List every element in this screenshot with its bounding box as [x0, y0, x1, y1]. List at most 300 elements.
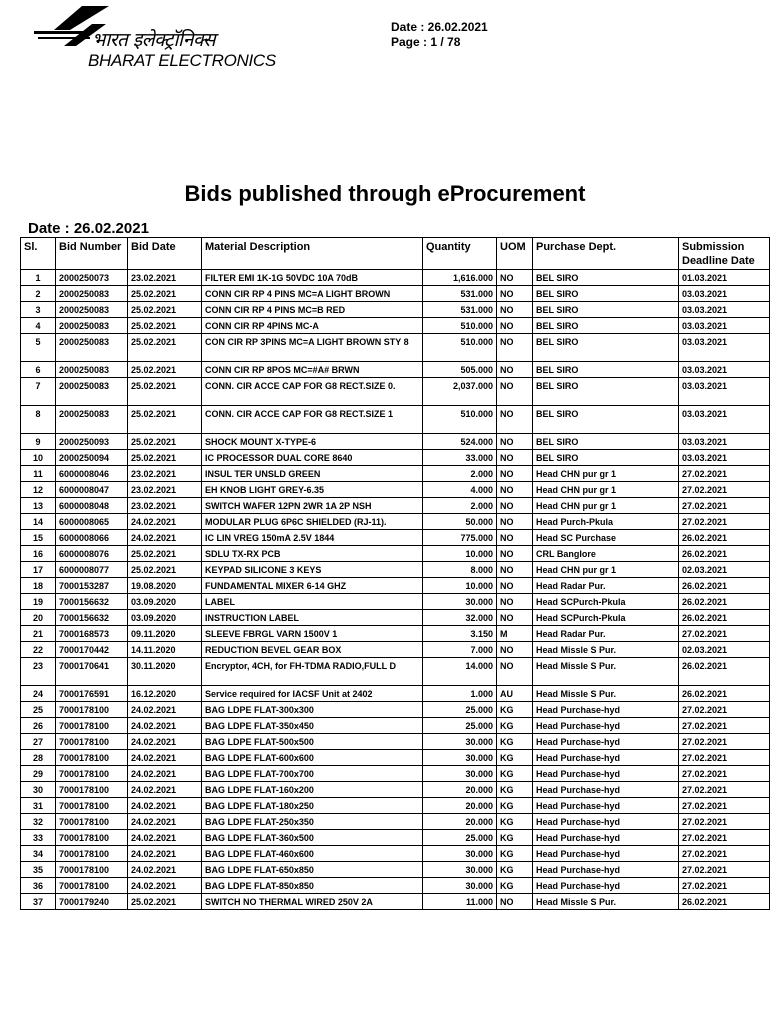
cell-material: IC PROCESSOR DUAL CORE 8640	[202, 450, 423, 466]
cell-sl: 5	[21, 334, 56, 362]
cell-bid-date: 24.02.2021	[128, 846, 202, 862]
cell-bid-number: 7000178100	[56, 814, 128, 830]
cell-deadline: 27.02.2021	[679, 482, 770, 498]
cell-bid-date: 25.02.2021	[128, 334, 202, 362]
cell-quantity: 20.000	[423, 814, 497, 830]
logo-hindi-text: भारत इलेक्ट्रॉनिक्स	[92, 29, 216, 51]
table-row	[21, 718, 770, 734]
cell-bid-date: 24.02.2021	[128, 814, 202, 830]
col-header-deadline: Submission Deadline Date	[679, 238, 770, 270]
col-header-uom: UOM	[497, 238, 533, 270]
cell-bid-number: 2000250083	[56, 334, 128, 362]
cell-dept: Head CHN pur gr 1	[533, 466, 679, 482]
cell-uom: NO	[497, 450, 533, 466]
cell-uom: KG	[497, 718, 533, 734]
cell-uom: NO	[497, 562, 533, 578]
cell-uom: KG	[497, 878, 533, 894]
cell-dept: Head Purchase-hyd	[533, 782, 679, 798]
col-header-sl: Sl.	[21, 238, 56, 270]
cell-uom: NO	[497, 466, 533, 482]
cell-dept: Head Missle S Pur.	[533, 686, 679, 702]
table-row	[21, 530, 770, 546]
cell-quantity: 30.000	[423, 750, 497, 766]
cell-material: MODULAR PLUG 6P6C SHIELDED (RJ-11).	[202, 514, 423, 530]
cell-quantity: 510.000	[423, 318, 497, 334]
cell-bid-date: 24.02.2021	[128, 782, 202, 798]
cell-bid-number: 7000178100	[56, 702, 128, 718]
cell-quantity: 510.000	[423, 334, 497, 362]
cell-dept: Head SCPurch-Pkula	[533, 594, 679, 610]
table-row	[21, 318, 770, 334]
cell-deadline: 03.03.2021	[679, 286, 770, 302]
cell-uom: NO	[497, 546, 533, 562]
cell-bid-date: 24.02.2021	[128, 862, 202, 878]
cell-uom: NO	[497, 318, 533, 334]
cell-quantity: 30.000	[423, 878, 497, 894]
cell-dept: BEL SIRO	[533, 302, 679, 318]
table-row	[21, 610, 770, 626]
cell-sl: 14	[21, 514, 56, 530]
cell-sl: 2	[21, 286, 56, 302]
cell-quantity: 33.000	[423, 450, 497, 466]
cell-material: SHOCK MOUNT X-TYPE-6	[202, 434, 423, 450]
cell-material: IC LIN VREG 150mA 2.5V 1844	[202, 530, 423, 546]
cell-bid-number: 7000178100	[56, 718, 128, 734]
cell-bid-date: 24.02.2021	[128, 766, 202, 782]
cell-bid-date: 24.02.2021	[128, 878, 202, 894]
table-row	[21, 498, 770, 514]
cell-material: CONN CIR RP 4 PINS MC=A LIGHT BROWN	[202, 286, 423, 302]
cell-uom: NO	[497, 642, 533, 658]
cell-quantity: 4.000	[423, 482, 497, 498]
cell-sl: 24	[21, 686, 56, 702]
cell-bid-number: 7000178100	[56, 830, 128, 846]
cell-sl: 25	[21, 702, 56, 718]
cell-sl: 22	[21, 642, 56, 658]
cell-dept: BEL SIRO	[533, 406, 679, 434]
cell-bid-date: 24.02.2021	[128, 830, 202, 846]
cell-quantity: 20.000	[423, 782, 497, 798]
cell-uom: NO	[497, 498, 533, 514]
cell-bid-number: 6000008046	[56, 466, 128, 482]
cell-uom: KG	[497, 734, 533, 750]
cell-material: CON CIR RP 3PINS MC=A LIGHT BROWN STY 8	[202, 334, 423, 362]
cell-bid-number: 7000156632	[56, 610, 128, 626]
cell-dept: Head SC Purchase	[533, 530, 679, 546]
cell-material: BAG LDPE FLAT-180x250	[202, 798, 423, 814]
cell-deadline: 27.02.2021	[679, 798, 770, 814]
cell-uom: NO	[497, 406, 533, 434]
cell-dept: Head Purchase-hyd	[533, 734, 679, 750]
col-header-bid-number: Bid Number	[56, 238, 128, 270]
cell-deadline: 27.02.2021	[679, 514, 770, 530]
cell-deadline: 27.02.2021	[679, 846, 770, 862]
cell-bid-date: 24.02.2021	[128, 750, 202, 766]
col-header-bid-date: Bid Date	[128, 238, 202, 270]
cell-material: BAG LDPE FLAT-700x700	[202, 766, 423, 782]
cell-bid-date: 25.02.2021	[128, 434, 202, 450]
cell-bid-number: 2000250083	[56, 362, 128, 378]
cell-material: CONN. CIR ACCE CAP FOR G8 RECT.SIZE 1	[202, 406, 423, 434]
cell-bid-number: 7000178100	[56, 750, 128, 766]
cell-bid-date: 25.02.2021	[128, 406, 202, 434]
cell-quantity: 2.000	[423, 466, 497, 482]
cell-material: BAG LDPE FLAT-360x500	[202, 830, 423, 846]
cell-uom: KG	[497, 702, 533, 718]
cell-sl: 13	[21, 498, 56, 514]
cell-dept: BEL SIRO	[533, 334, 679, 362]
cell-deadline: 27.02.2021	[679, 718, 770, 734]
cell-uom: NO	[497, 302, 533, 318]
cell-sl: 1	[21, 270, 56, 286]
cell-uom: NO	[497, 514, 533, 530]
table-row	[21, 798, 770, 814]
cell-dept: Head Missle S Pur.	[533, 642, 679, 658]
table-row	[21, 814, 770, 830]
cell-sl: 33	[21, 830, 56, 846]
table-row	[21, 378, 770, 406]
cell-material: CONN. CIR ACCE CAP FOR G8 RECT.SIZE 0.	[202, 378, 423, 406]
cell-deadline: 27.02.2021	[679, 750, 770, 766]
cell-bid-date: 23.02.2021	[128, 498, 202, 514]
cell-bid-number: 7000178100	[56, 798, 128, 814]
cell-uom: NO	[497, 530, 533, 546]
cell-bid-number: 7000178100	[56, 846, 128, 862]
table-row	[21, 466, 770, 482]
cell-uom: NO	[497, 658, 533, 686]
table-row	[21, 766, 770, 782]
cell-bid-number: 6000008076	[56, 546, 128, 562]
cell-sl: 28	[21, 750, 56, 766]
cell-sl: 37	[21, 894, 56, 910]
cell-bid-number: 2000250073	[56, 270, 128, 286]
cell-sl: 4	[21, 318, 56, 334]
cell-material: BAG LDPE FLAT-250x350	[202, 814, 423, 830]
cell-sl: 7	[21, 378, 56, 406]
cell-dept: Head Purchase-hyd	[533, 702, 679, 718]
report-date: Date : 26.02.2021	[28, 220, 149, 237]
cell-deadline: 03.03.2021	[679, 434, 770, 450]
cell-sl: 11	[21, 466, 56, 482]
cell-dept: Head Purchase-hyd	[533, 798, 679, 814]
cell-dept: CRL Banglore	[533, 546, 679, 562]
cell-bid-number: 7000178100	[56, 782, 128, 798]
cell-sl: 9	[21, 434, 56, 450]
bids-table	[20, 237, 770, 910]
cell-uom: NO	[497, 334, 533, 362]
cell-bid-date: 23.02.2021	[128, 482, 202, 498]
cell-uom: NO	[497, 286, 533, 302]
cell-material: SLEEVE FBRGL VARN 1500V 1	[202, 626, 423, 642]
cell-quantity: 10.000	[423, 578, 497, 594]
cell-sl: 31	[21, 798, 56, 814]
cell-dept: Head Purchase-hyd	[533, 846, 679, 862]
cell-quantity: 8.000	[423, 562, 497, 578]
cell-quantity: 2,037.000	[423, 378, 497, 406]
cell-deadline: 27.02.2021	[679, 734, 770, 750]
cell-deadline: 01.03.2021	[679, 270, 770, 286]
cell-quantity: 25.000	[423, 718, 497, 734]
cell-uom: AU	[497, 686, 533, 702]
table-row	[21, 514, 770, 530]
cell-material: BAG LDPE FLAT-850x850	[202, 878, 423, 894]
cell-quantity: 14.000	[423, 658, 497, 686]
cell-uom: NO	[497, 894, 533, 910]
cell-bid-date: 25.02.2021	[128, 362, 202, 378]
cell-deadline: 27.02.2021	[679, 878, 770, 894]
cell-deadline: 03.03.2021	[679, 406, 770, 434]
cell-dept: BEL SIRO	[533, 270, 679, 286]
cell-bid-date: 24.02.2021	[128, 702, 202, 718]
cell-bid-date: 25.02.2021	[128, 302, 202, 318]
cell-quantity: 25.000	[423, 702, 497, 718]
table-row	[21, 450, 770, 466]
cell-bid-date: 24.02.2021	[128, 530, 202, 546]
cell-bid-number: 6000008048	[56, 498, 128, 514]
table-row	[21, 846, 770, 862]
cell-bid-number: 6000008065	[56, 514, 128, 530]
col-header-dept: Purchase Dept.	[533, 238, 679, 270]
cell-bid-date: 25.02.2021	[128, 318, 202, 334]
cell-uom: NO	[497, 362, 533, 378]
table-row	[21, 334, 770, 362]
cell-uom: KG	[497, 798, 533, 814]
cell-bid-number: 6000008047	[56, 482, 128, 498]
cell-bid-date: 24.02.2021	[128, 798, 202, 814]
cell-quantity: 2.000	[423, 498, 497, 514]
cell-sl: 3	[21, 302, 56, 318]
cell-dept: BEL SIRO	[533, 362, 679, 378]
cell-quantity: 20.000	[423, 798, 497, 814]
cell-deadline: 27.02.2021	[679, 862, 770, 878]
cell-quantity: 50.000	[423, 514, 497, 530]
cell-deadline: 03.03.2021	[679, 334, 770, 362]
cell-dept: BEL SIRO	[533, 318, 679, 334]
cell-uom: M	[497, 626, 533, 642]
cell-quantity: 775.000	[423, 530, 497, 546]
cell-bid-number: 7000178100	[56, 766, 128, 782]
company-logo	[30, 4, 340, 72]
cell-bid-date: 23.02.2021	[128, 466, 202, 482]
cell-sl: 30	[21, 782, 56, 798]
table-row	[21, 658, 770, 686]
cell-dept: Head Purchase-hyd	[533, 718, 679, 734]
table-row	[21, 562, 770, 578]
cell-quantity: 7.000	[423, 642, 497, 658]
cell-dept: BEL SIRO	[533, 378, 679, 406]
cell-deadline: 27.02.2021	[679, 766, 770, 782]
cell-sl: 21	[21, 626, 56, 642]
cell-deadline: 03.03.2021	[679, 378, 770, 406]
cell-uom: KG	[497, 846, 533, 862]
cell-deadline: 26.02.2021	[679, 546, 770, 562]
table-row	[21, 406, 770, 434]
cell-material: KEYPAD SILICONE 3 KEYS	[202, 562, 423, 578]
cell-dept: Head Missle S Pur.	[533, 894, 679, 910]
cell-deadline: 26.02.2021	[679, 530, 770, 546]
cell-material: SDLU TX-RX PCB	[202, 546, 423, 562]
cell-dept: Head Purchase-hyd	[533, 766, 679, 782]
cell-quantity: 510.000	[423, 406, 497, 434]
cell-bid-date: 14.11.2020	[128, 642, 202, 658]
cell-quantity: 32.000	[423, 610, 497, 626]
table-row	[21, 878, 770, 894]
cell-deadline: 27.02.2021	[679, 498, 770, 514]
cell-material: CONN CIR RP 8POS MC=#A# BRWN	[202, 362, 423, 378]
cell-bid-number: 2000250083	[56, 318, 128, 334]
cell-bid-number: 7000178100	[56, 878, 128, 894]
cell-deadline: 26.02.2021	[679, 894, 770, 910]
cell-sl: 19	[21, 594, 56, 610]
cell-bid-number: 6000008077	[56, 562, 128, 578]
cell-bid-number: 2000250094	[56, 450, 128, 466]
cell-dept: Head Purchase-hyd	[533, 878, 679, 894]
cell-deadline: 26.02.2021	[679, 658, 770, 686]
cell-uom: KG	[497, 750, 533, 766]
cell-deadline: 27.02.2021	[679, 830, 770, 846]
cell-sl: 36	[21, 878, 56, 894]
cell-dept: Head Purch-Pkula	[533, 514, 679, 530]
table-row	[21, 626, 770, 642]
cell-bid-date: 24.02.2021	[128, 734, 202, 750]
cell-dept: Head CHN pur gr 1	[533, 562, 679, 578]
cell-sl: 15	[21, 530, 56, 546]
cell-deadline: 27.02.2021	[679, 702, 770, 718]
cell-sl: 18	[21, 578, 56, 594]
cell-bid-number: 7000153287	[56, 578, 128, 594]
cell-material: BAG LDPE FLAT-650x850	[202, 862, 423, 878]
cell-deadline: 03.03.2021	[679, 302, 770, 318]
table-row	[21, 546, 770, 562]
logo-english-text: BHARAT ELECTRONICS	[88, 51, 276, 70]
cell-sl: 32	[21, 814, 56, 830]
cell-uom: KG	[497, 830, 533, 846]
cell-uom: NO	[497, 482, 533, 498]
cell-dept: Head Radar Pur.	[533, 626, 679, 642]
cell-deadline: 03.03.2021	[679, 450, 770, 466]
cell-bid-number: 7000178100	[56, 862, 128, 878]
cell-sl: 34	[21, 846, 56, 862]
table-row	[21, 362, 770, 378]
table-row	[21, 270, 770, 286]
cell-material: BAG LDPE FLAT-160x200	[202, 782, 423, 798]
cell-bid-date: 25.02.2021	[128, 378, 202, 406]
cell-uom: NO	[497, 594, 533, 610]
table-row	[21, 286, 770, 302]
cell-material: EH KNOB LIGHT GREY-6.35	[202, 482, 423, 498]
cell-bid-date: 25.02.2021	[128, 286, 202, 302]
cell-deadline: 27.02.2021	[679, 782, 770, 798]
cell-bid-date: 23.02.2021	[128, 270, 202, 286]
table-row	[21, 642, 770, 658]
cell-sl: 17	[21, 562, 56, 578]
cell-quantity: 531.000	[423, 286, 497, 302]
cell-bid-number: 7000156632	[56, 594, 128, 610]
cell-bid-date: 25.02.2021	[128, 562, 202, 578]
cell-uom: KG	[497, 766, 533, 782]
cell-material: BAG LDPE FLAT-300x300	[202, 702, 423, 718]
cell-quantity: 30.000	[423, 766, 497, 782]
cell-quantity: 30.000	[423, 734, 497, 750]
cell-bid-number: 7000179240	[56, 894, 128, 910]
cell-dept: Head Purchase-hyd	[533, 814, 679, 830]
cell-quantity: 531.000	[423, 302, 497, 318]
cell-dept: Head Purchase-hyd	[533, 750, 679, 766]
cell-deadline: 02.03.2021	[679, 562, 770, 578]
cell-dept: Head SCPurch-Pkula	[533, 610, 679, 626]
cell-material: BAG LDPE FLAT-460x600	[202, 846, 423, 862]
cell-sl: 29	[21, 766, 56, 782]
cell-deadline: 27.02.2021	[679, 626, 770, 642]
cell-bid-number: 2000250083	[56, 302, 128, 318]
cell-material: CONN CIR RP 4PINS MC-A	[202, 318, 423, 334]
cell-dept: Head Missle S Pur.	[533, 658, 679, 686]
cell-sl: 35	[21, 862, 56, 878]
cell-bid-number: 7000170442	[56, 642, 128, 658]
cell-dept: BEL SIRO	[533, 434, 679, 450]
cell-uom: KG	[497, 862, 533, 878]
cell-quantity: 30.000	[423, 594, 497, 610]
cell-deadline: 02.03.2021	[679, 642, 770, 658]
table-row	[21, 702, 770, 718]
cell-bid-number: 2000250093	[56, 434, 128, 450]
cell-deadline: 27.02.2021	[679, 466, 770, 482]
cell-bid-date: 09.11.2020	[128, 626, 202, 642]
table-row	[21, 894, 770, 910]
cell-deadline: 03.03.2021	[679, 318, 770, 334]
cell-material: BAG LDPE FLAT-500x500	[202, 734, 423, 750]
cell-material: INSUL TER UNSLD GREEN	[202, 466, 423, 482]
cell-material: SWITCH WAFER 12PN 2WR 1A 2P NSH	[202, 498, 423, 514]
header-date: Date : 26.02.2021	[391, 20, 488, 34]
col-header-quantity: Quantity	[423, 238, 497, 270]
table-row	[21, 750, 770, 766]
table-row	[21, 734, 770, 750]
cell-sl: 20	[21, 610, 56, 626]
cell-uom: NO	[497, 610, 533, 626]
table-row	[21, 482, 770, 498]
cell-bid-number: 7000176591	[56, 686, 128, 702]
cell-bid-number: 7000170641	[56, 658, 128, 686]
cell-quantity: 1,616.000	[423, 270, 497, 286]
cell-quantity: 3.150	[423, 626, 497, 642]
cell-dept: Head CHN pur gr 1	[533, 498, 679, 514]
cell-deadline: 26.02.2021	[679, 578, 770, 594]
table-row	[21, 434, 770, 450]
cell-bid-number: 2000250083	[56, 286, 128, 302]
cell-bid-date: 24.02.2021	[128, 718, 202, 734]
cell-quantity: 11.000	[423, 894, 497, 910]
cell-dept: BEL SIRO	[533, 286, 679, 302]
cell-material: BAG LDPE FLAT-600x600	[202, 750, 423, 766]
page-title: Bids published through eProcurement	[184, 181, 586, 206]
cell-quantity: 505.000	[423, 362, 497, 378]
cell-deadline: 26.02.2021	[679, 610, 770, 626]
cell-quantity: 10.000	[423, 546, 497, 562]
cell-deadline: 26.02.2021	[679, 686, 770, 702]
cell-material: FILTER EMI 1K-1G 50VDC 10A 70dB	[202, 270, 423, 286]
cell-bid-date: 25.02.2021	[128, 546, 202, 562]
table-header-row	[21, 238, 770, 270]
cell-bid-date: 03.09.2020	[128, 594, 202, 610]
cell-bid-number: 7000168573	[56, 626, 128, 642]
cell-sl: 23	[21, 658, 56, 686]
cell-material: CONN CIR RP 4 PINS MC=B RED	[202, 302, 423, 318]
cell-quantity: 25.000	[423, 830, 497, 846]
cell-material: Service required for IACSF Unit at 2402	[202, 686, 423, 702]
cell-bid-number: 2000250083	[56, 406, 128, 434]
cell-bid-number: 2000250083	[56, 378, 128, 406]
